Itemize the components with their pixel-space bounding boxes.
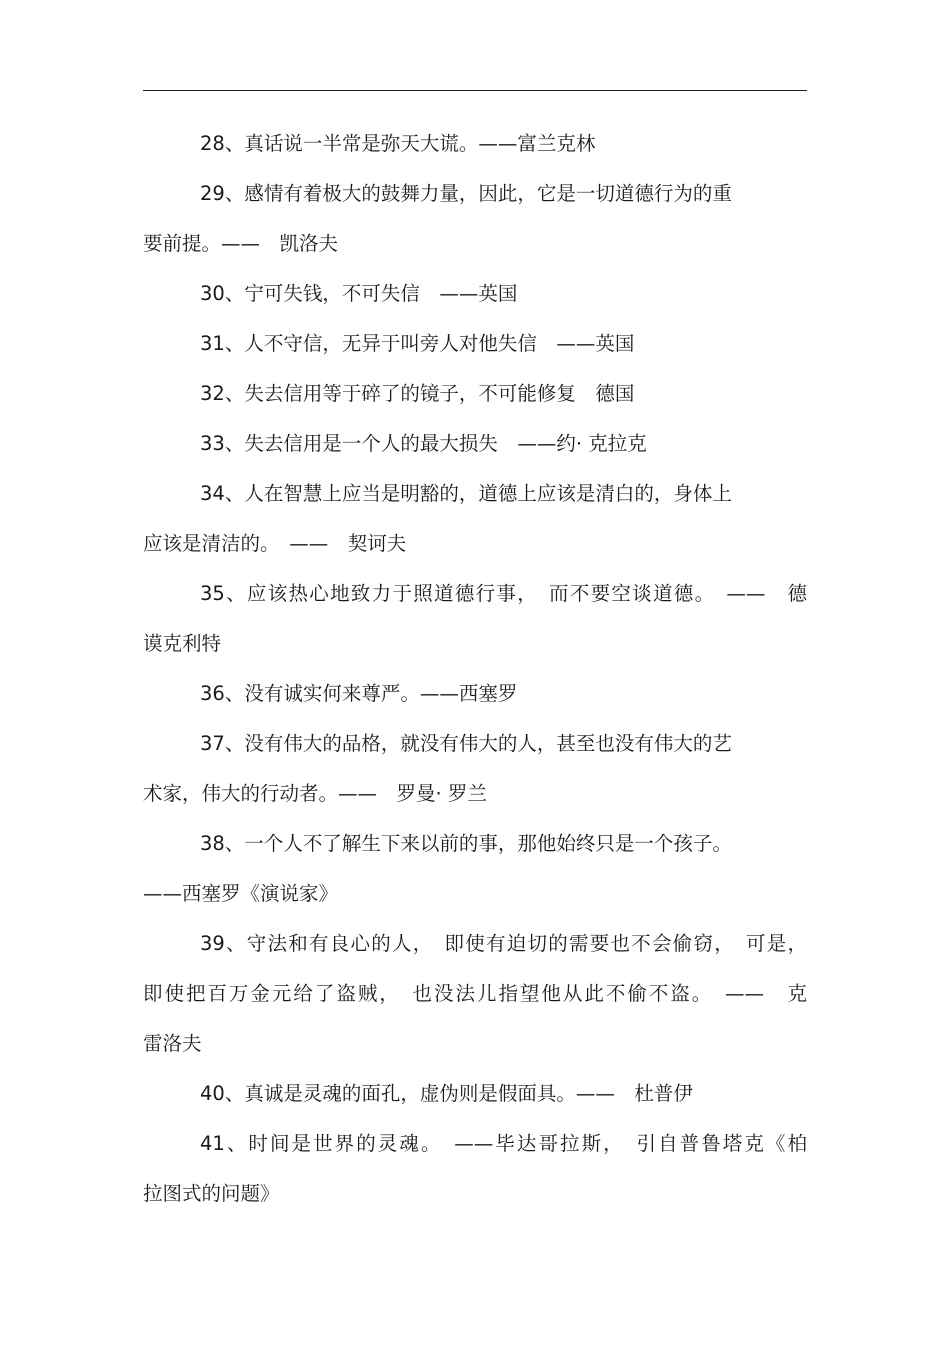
- text-line: 32、失去信用等于碎了的镜子，不可能修复 德国: [200, 382, 635, 405]
- text-line: 38、一个人不了解生下来以前的事，那他始终只是一个孩子。: [200, 832, 732, 855]
- text-line: 应该是清洁的。 —— 契诃夫: [143, 532, 407, 555]
- document-body: [143, 123, 807, 1223]
- text-line: 33、失去信用是一个人的最大损失 ——约· 克拉克: [200, 432, 647, 455]
- text-line: 34、人在智慧上应当是明豁的，道德上应该是清白的，身体上: [200, 482, 732, 505]
- text-line: 28、真话说一半常是弥天大谎。——富兰克林: [200, 132, 596, 155]
- text-line: 即使把百万金元给了盗贼， 也没法儿指望他从此不偷不盗。 —— 克: [143, 982, 807, 1005]
- text-line: 36、没有诚实何来尊严。——西塞罗: [200, 682, 518, 705]
- text-line: 31、人不守信，无异于叫旁人对他失信 ——英国: [200, 332, 635, 355]
- text-line: ——西塞罗《演说家》: [143, 882, 339, 905]
- header-rule: [143, 90, 807, 91]
- text-line: 35、应该热心地致力于照道德行事， 而不要空谈道德。 —— 德: [200, 582, 807, 605]
- text-line: 术家，伟大的行动者。—— 罗曼· 罗兰: [143, 782, 487, 805]
- text-line: 41、时间是世界的灵魂。 ——毕达哥拉斯， 引自普鲁塔克《柏: [200, 1132, 807, 1155]
- text-line: 雷洛夫: [143, 1032, 202, 1055]
- text-line: 要前提。—— 凯洛夫: [143, 232, 339, 255]
- text-line: 29、感情有着极大的鼓舞力量，因此，它是一切道德行为的重: [200, 182, 732, 205]
- text-line: 39、守法和有良心的人， 即使有迫切的需要也不会偷窃， 可是，: [200, 932, 807, 955]
- text-line: 30、宁可失钱，不可失信 ——英国: [200, 282, 518, 305]
- text-line: 37、没有伟大的品格，就没有伟大的人，甚至也没有伟大的艺: [200, 732, 732, 755]
- text-line: 拉图式的问题》: [143, 1182, 280, 1205]
- text-line: 谟克利特: [143, 632, 222, 655]
- text-line: 40、真诚是灵魂的面孔，虚伪则是假面具。—— 杜普伊: [200, 1082, 693, 1105]
